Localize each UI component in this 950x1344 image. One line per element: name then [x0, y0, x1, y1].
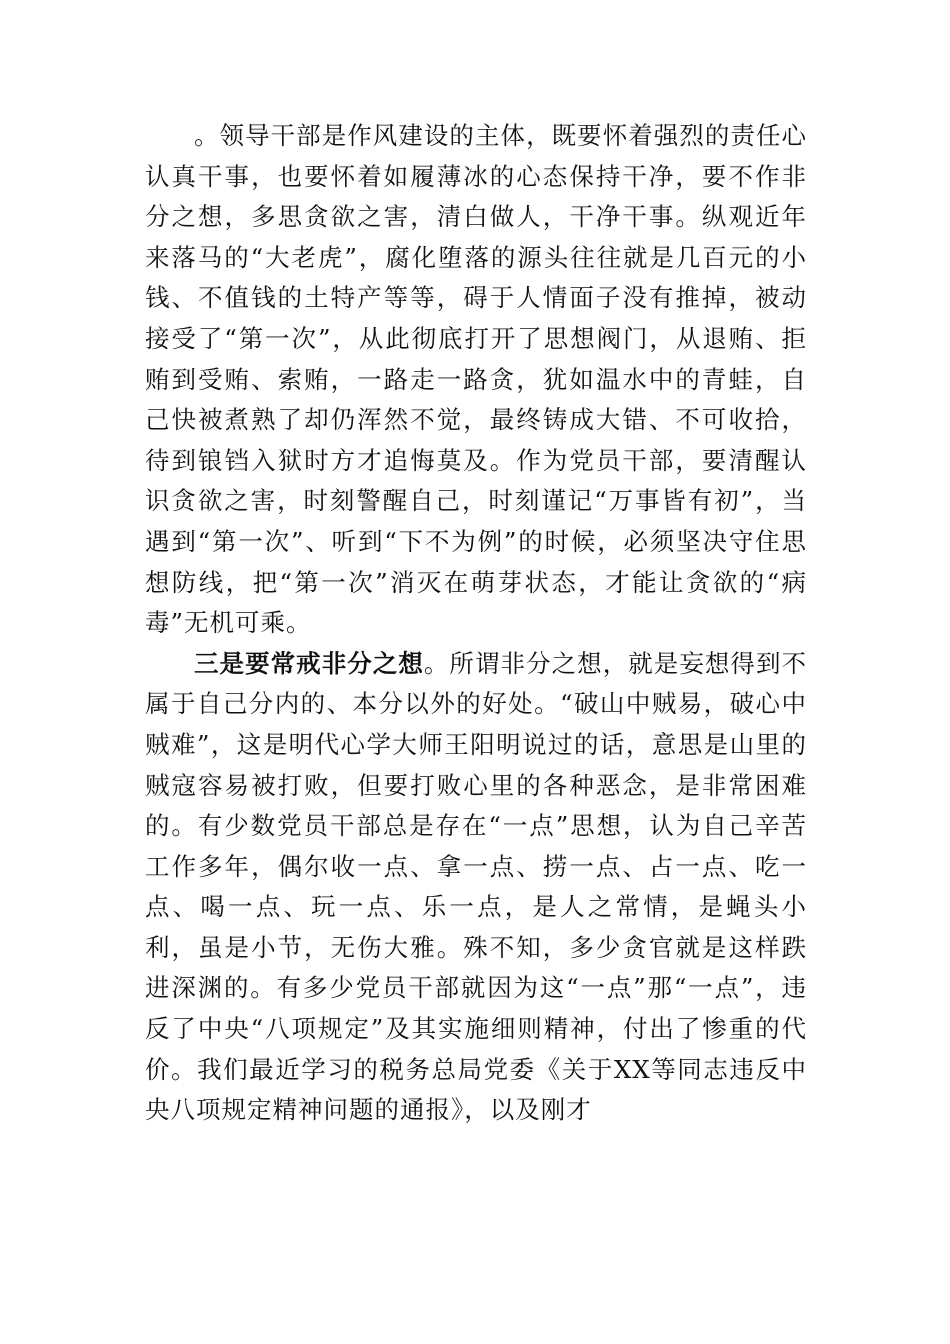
- paragraph-1-text: 。领导干部是作风建设的主体，既要怀着强烈的责任心认真干事，也要怀着如履薄冰的心态保持干净，要不作非分之想，多思贪欲之害，清白做人，干净干事。纵观近年来落马的“大老虎”，腐化堕落的源头往往就是几百元的小钱、不值钱的土特产等等，碍于人情面子没有推掉，被动接受了“第一次”，从此彻底打开了思想阀门，从退贿、拒贿到受贿、索贿，一路走一路贪，犹如温水中的青蛙，自己快被煮熟了却仍浑然不觉，最终铸成大错、不可收拾，待到锒铛入狱时方才追悔莫及。作为党员干部，要清醒认识贪欲之害，时刻警醒自己，时刻谨记“万事皆有初”，当遇到“第一次”、听到“下不为例”的时候，必须坚决守住思想防线，把“第一次”消灭在萌芽状态，才能让贪欲的“病毒”无机可乘。: [145, 121, 807, 638]
- document-body: [145, 116, 807, 1131]
- paragraph-2-text: 。所谓非分之想，就是妄想得到不属于自己分内的、本分以外的好处。“破山中贼易，破心中贼难”，这是明代心学大师王阳明说过的话，意思是山里的贼寇容易被打败，但要打败心里的各种恶念，是非常困难的。有少数党员干部总是存在“一点”思想，认为自己辛苦工作多年，偶尔收一点、拿一点、捞一点、占一点、吃一点、喝一点、玩一点、乐一点，是人之常情，是蝇头小利，虽是小节，无伤大雅。殊不知，多少贪官就是这样跌进深渊的。有多少党员干部就因为这“一点”那“一点”，违反了中央“八项规定”及其实施细则精神，付出了惨重的代价。我们最近学习的税务总局党委《关于XX等同志违反中央八项规定精神问题的通报》，以及刚才: [145, 648, 807, 1125]
- paragraph-2-heading: 三是要常戒非分之想: [194, 648, 424, 678]
- paragraph-2: [145, 644, 807, 1131]
- paragraph-1: [145, 116, 807, 644]
